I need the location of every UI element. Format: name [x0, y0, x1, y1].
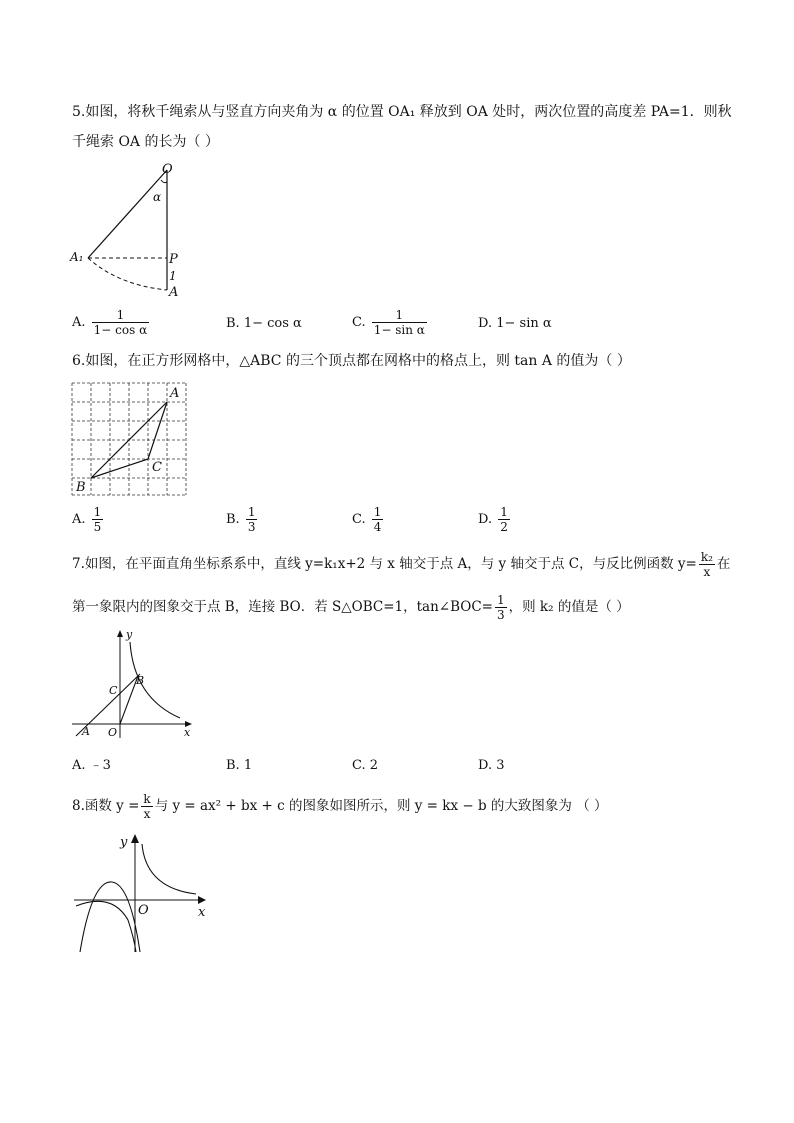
- q7-option-b[interactable]: B. 1: [226, 758, 253, 773]
- q5-text-line2: 千绳索 OA 的长为（ ）: [72, 134, 219, 150]
- q7-text-line1: 7.如图，在平面直角坐标系系中，直线 y=k₁x+2 与 x 轴交于点 A，与 y 轴交于点 C，与反比例函数 y= $\frac{\text{k₂}}{x}$ 在: [72, 550, 731, 579]
- q6-label-b: B: [76, 480, 86, 495]
- q7-label-y: y: [126, 628, 133, 641]
- q7-label-c: C: [109, 684, 118, 697]
- q8-label-x: x: [198, 905, 206, 920]
- q6-option-b[interactable]: B. $\frac{1}{3}$: [226, 505, 256, 534]
- q5-option-d[interactable]: D. 1− sin α: [478, 316, 552, 331]
- q8-figure: [72, 830, 212, 955]
- q7-label-a: A: [82, 725, 90, 738]
- q7-option-a[interactable]: A. ﹣3: [72, 758, 111, 773]
- q7-figure: [70, 628, 200, 743]
- q5-figure: [68, 160, 198, 300]
- q7-text-line2: 第一象限内的图象交于点 B，连接 BO．若 S△OBC=1，tan∠BOC= $\frac{1}{3}$ ，则 k₂ 的值是（ ）: [72, 593, 630, 622]
- q7-option-d[interactable]: D. 3: [478, 758, 505, 773]
- q6-option-a[interactable]: A. $\frac{1}{5}$: [72, 505, 102, 534]
- q6-option-c[interactable]: C. $\frac{1}{4}$: [352, 505, 382, 534]
- q5-option-c[interactable]: C. $\frac{1}{\text{1− sin α}}$: [352, 308, 425, 337]
- q5-label-one: 1: [169, 269, 177, 283]
- q6-label-a: A: [170, 386, 180, 401]
- q5-label-o: O: [162, 162, 173, 177]
- q8-text-line1: 8.函数 y = $\frac{k}{x}$ 与 y = ax² + bx + c 的图象如图所示，则 y = kx − b 的大致图象为 （ ）: [72, 792, 608, 821]
- q5-label-a: A: [169, 285, 179, 300]
- q6-option-d[interactable]: D. $\frac{1}{2}$: [478, 505, 508, 534]
- q6-figure: [72, 383, 192, 498]
- q5-label-alpha: α: [153, 190, 162, 204]
- q7-label-b: B: [136, 674, 145, 687]
- q8-label-o: O: [138, 903, 149, 918]
- q7-option-c[interactable]: C. 2: [352, 758, 379, 773]
- q6-label-c: C: [152, 460, 162, 475]
- q5-label-a1: A₁: [70, 250, 84, 264]
- q5-option-b[interactable]: B. 1− cos α: [226, 316, 302, 331]
- q5-label-p: P: [169, 252, 178, 267]
- q7-label-o: O: [108, 726, 118, 739]
- q5-option-a[interactable]: A. $\frac{1}{\text{1− cos α}}$: [72, 308, 148, 337]
- q8-label-y: y: [120, 835, 128, 850]
- q7-label-x: x: [184, 726, 191, 739]
- q6-text-line1: 6.如图，在正方形网格中，△ABC 的三个顶点都在网格中的格点上，则 tan A 的值为（ ）: [72, 353, 631, 369]
- q5-text-line1: 5.如图，将秋千绳索从与竖直方向夹角为 α 的位置 OA₁ 释放到 OA 处时，两次位置的高度差 PA=1．则秋: [72, 104, 732, 120]
